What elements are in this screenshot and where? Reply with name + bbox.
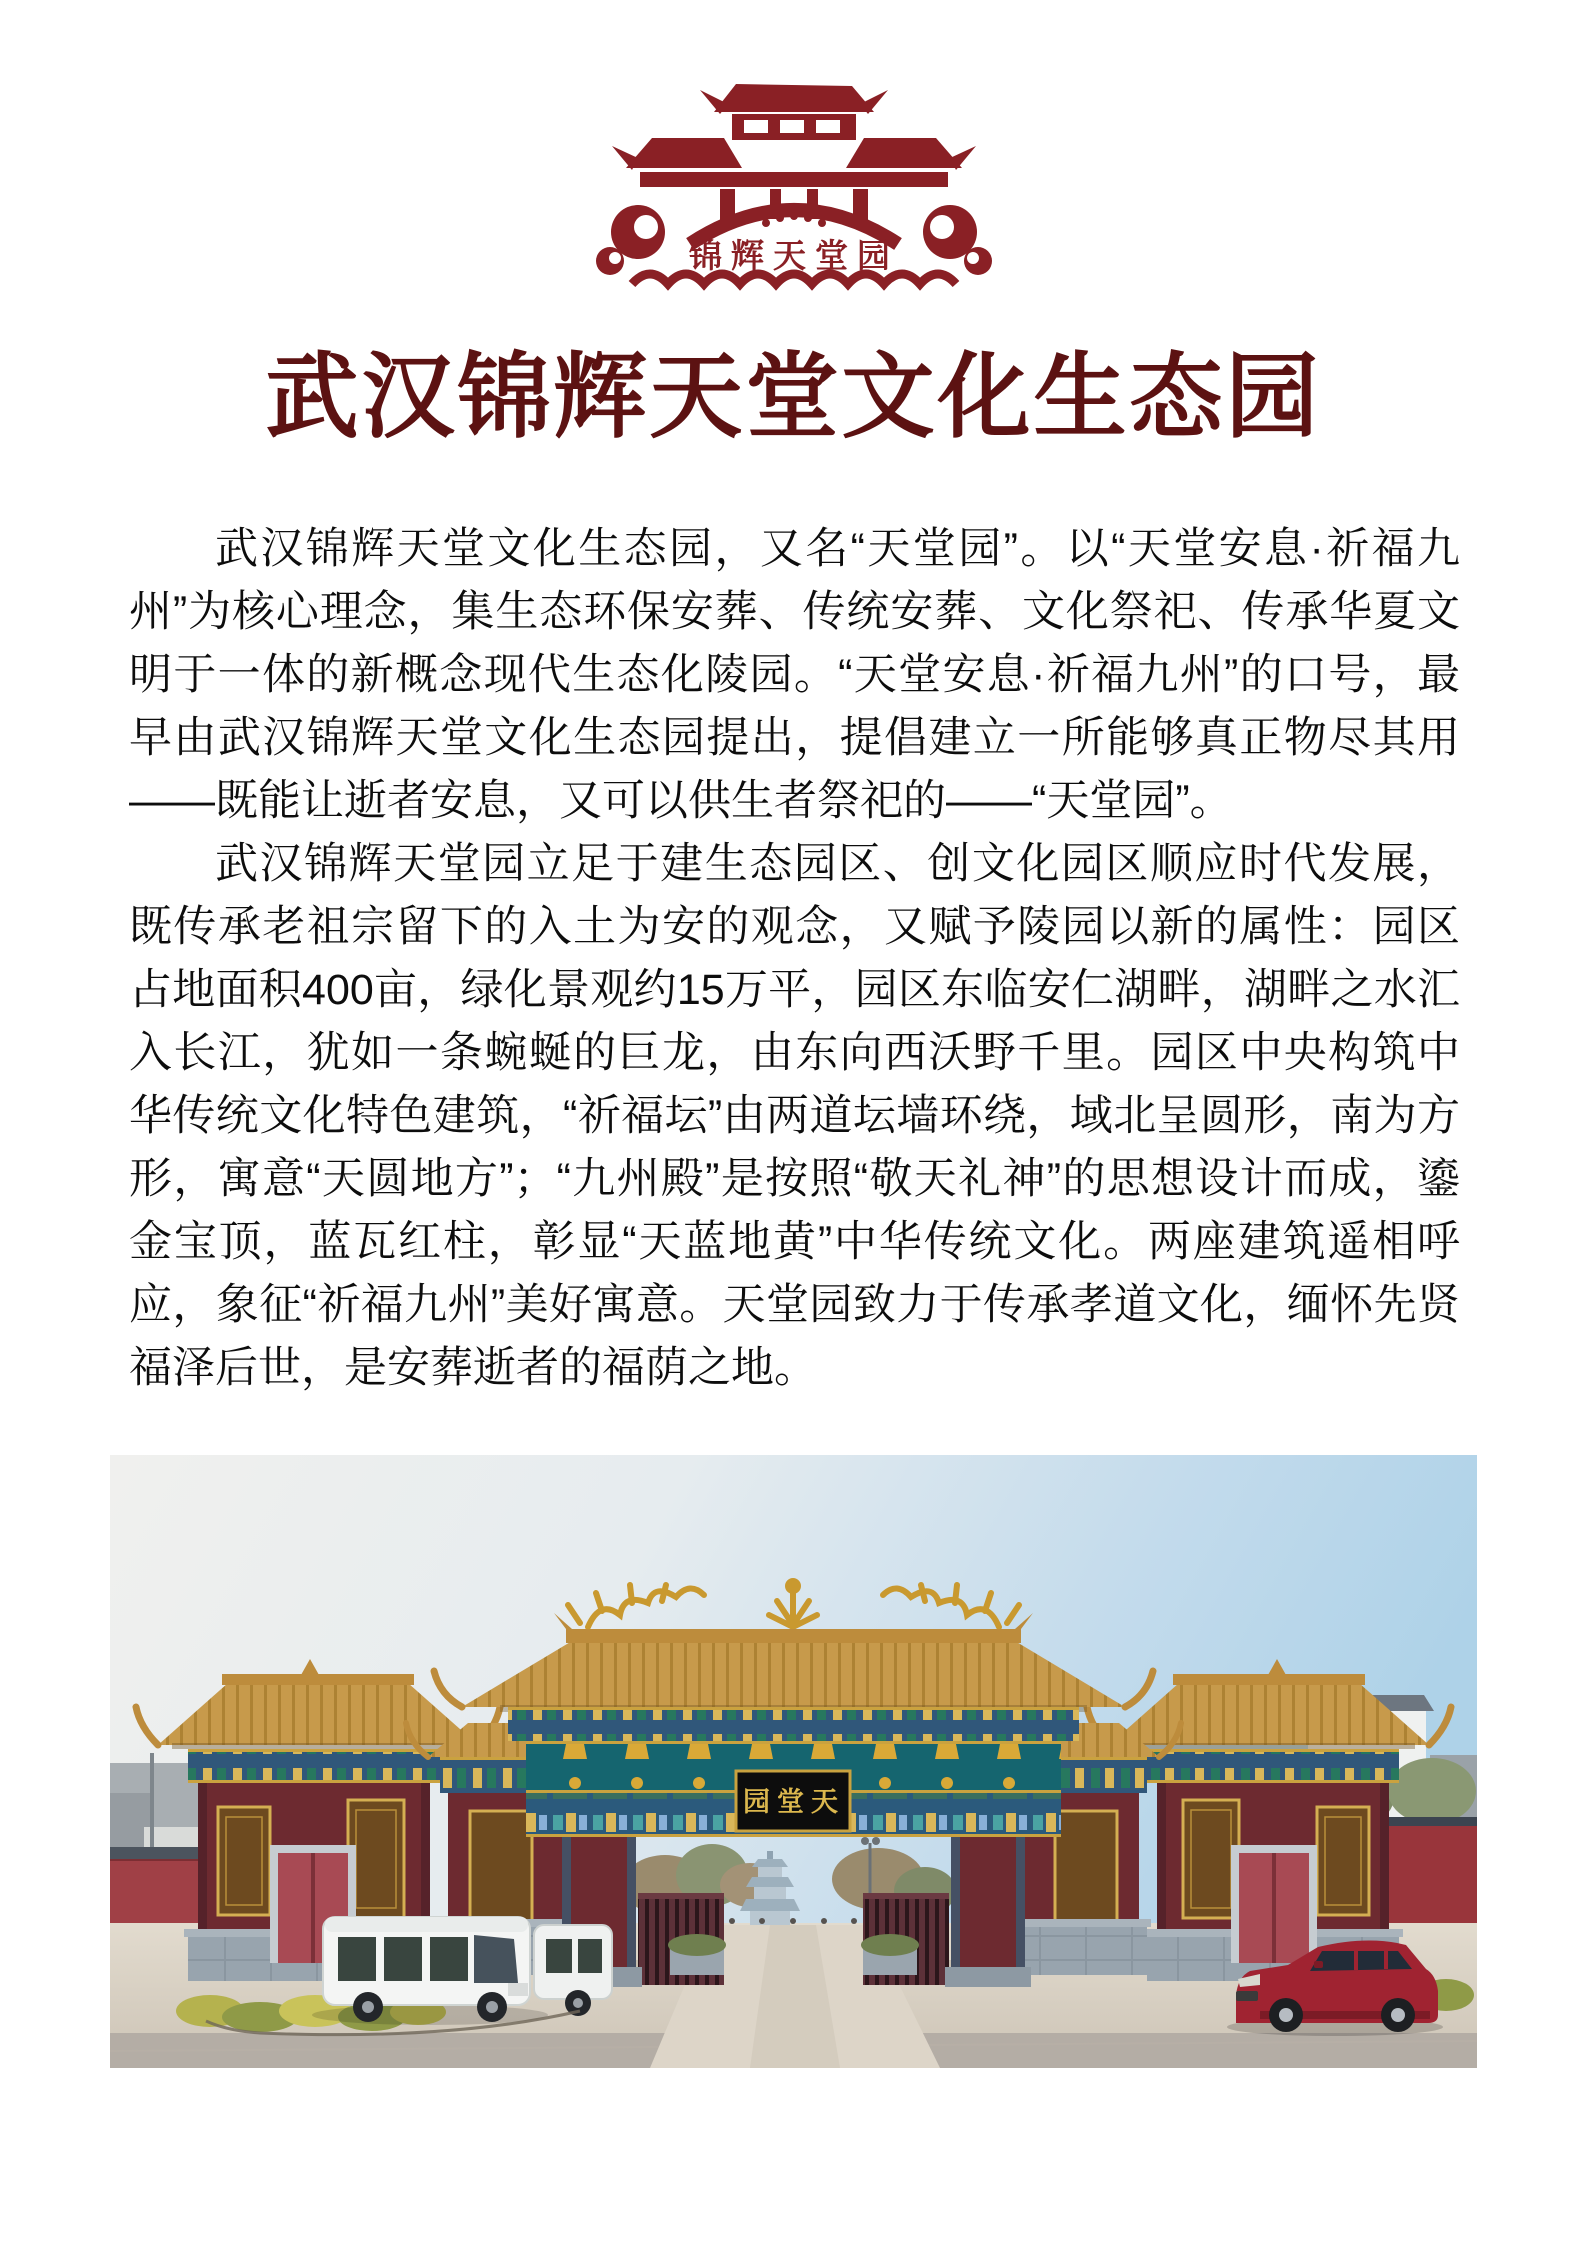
paifang-logo-icon (574, 46, 1014, 316)
main-roof (462, 1641, 1125, 1707)
park-logo (574, 46, 1014, 316)
logo-text: 锦辉天堂园 (688, 239, 899, 275)
article-body (129, 518, 1460, 1400)
paragraph-intro: 武汉锦辉天堂文化生态园，又名“天堂园”。以“天堂安息·祈福九州”为核心理念，集生态环保安葬、传统安葬、文化祭祀、传承华夏文明于一体的新概念现代生态化陵园。“天堂安息·祈福九州”的口号，最早由武汉锦辉天堂文化生态园提出，提倡建立一所能够真正物尽其用——既能让逝者安息，又可以供生者祭祀的——“天堂园”。 (129, 525, 1460, 825)
gate-plaque (736, 1771, 850, 1831)
plaque-text: 园堂天 (743, 1787, 845, 1817)
dougong-band (508, 1707, 1079, 1741)
shuttle-bus (312, 1917, 612, 2025)
page-title: 武汉锦辉天堂文化生态园 (265, 347, 1322, 450)
gate-illustration (110, 1455, 1477, 2068)
paragraph-details: 武汉锦辉天堂园立足于建生态园区、创文化园区顺应时代发展，既传承老祖宗留下的入土为安的观念，又赋予陵园以新的属性：园区占地面积400亩，绿化景观约15万平，园区东临安仁湖畔，湖畔之水汇入长江，犹如一条蜿蜒的巨龙，由东向西沃野千里。园区中央构筑中华传统文化特色建筑，“祈福坛”由两道坛墙环绕，域北呈圆形，南为方形，寓意“天圆地方”；“九州殿”是按照“敬天礼神”的思想设计而成，鎏金宝顶，蓝瓦红柱，彰显“天蓝地黄”中华传统文化。两座建筑遥相呼应，象征“祈福九州”美好寓意。天堂园致力于传承孝道文化，缅怀先贤福泽后世，是安葬逝者的福荫之地。 (129, 840, 1460, 1392)
park-gate-photo (110, 1455, 1477, 2068)
